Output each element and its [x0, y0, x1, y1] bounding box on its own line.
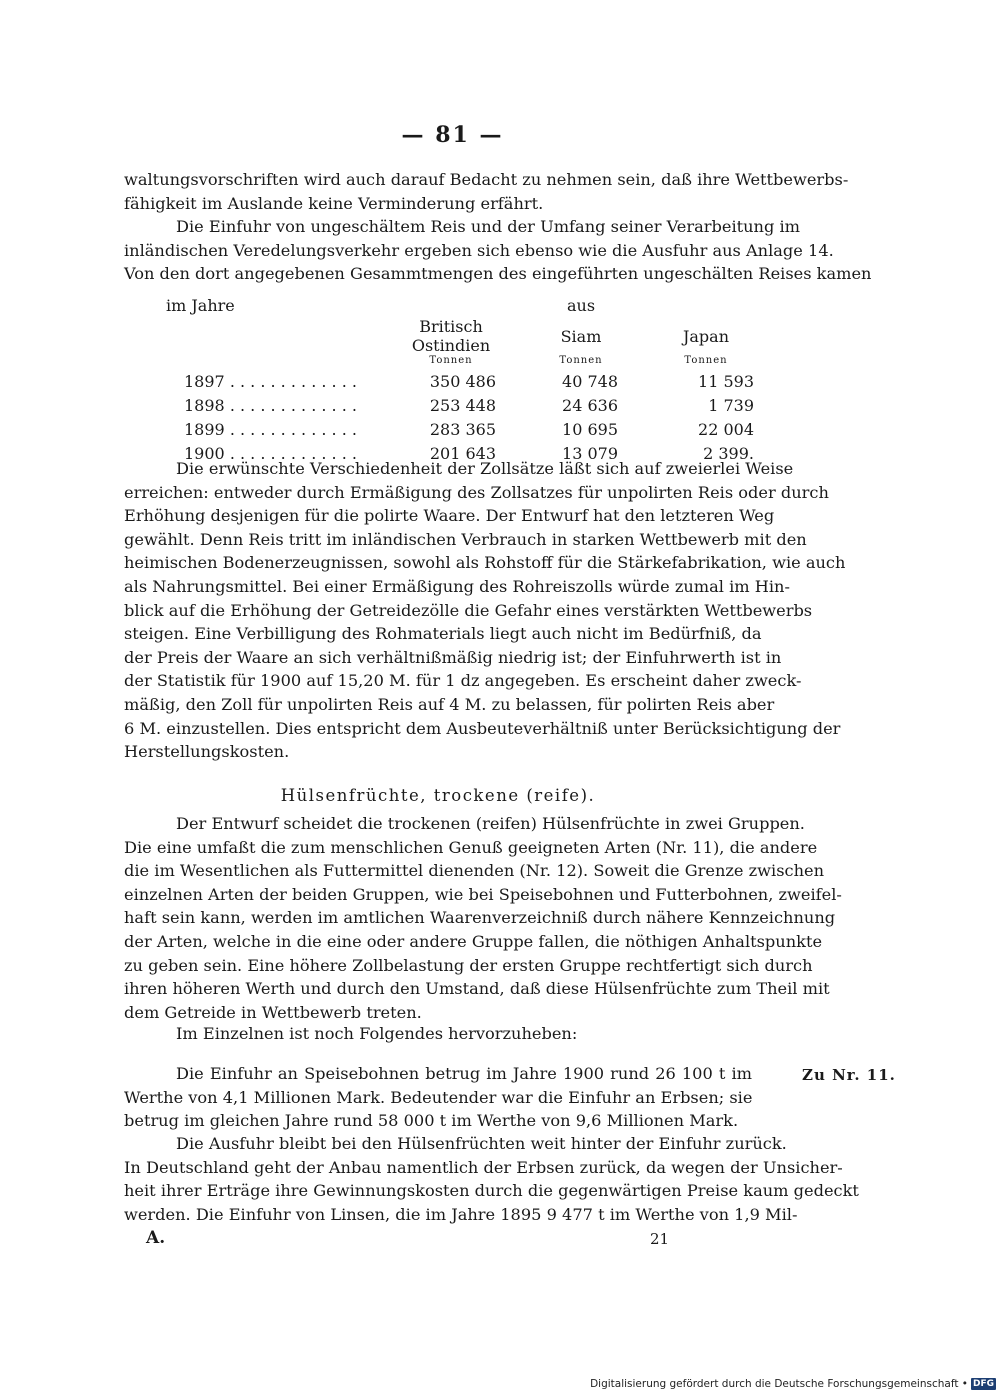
text-line: erreichen: entweder durch Ermäßigung des Zollsatzes für unpolirten Reis oder durch: [124, 482, 829, 502]
value-cell: 201 643: [429, 443, 496, 463]
value-cell: 253 448: [429, 395, 496, 415]
text-line: betrug im gleichen Jahre rund 58 000 t im Werthe von 9,6 Millionen Mark.: [124, 1111, 739, 1131]
text-line: der Preis der Waare an sich verhältnißmäßig niedrig ist; der Einfuhrwerth ist in: [124, 647, 782, 667]
text-line: der Statistik für 1900 auf 15,20 M. für 1 dz angegeben. Es erscheint daher zweck-: [124, 671, 802, 691]
row-label-header: im Jahre: [166, 295, 235, 315]
text-line: Die eine umfaßt die zum menschlichen Genuß geeigneten Arten (Nr. 11), die andere: [124, 837, 818, 857]
text-line: als Nahrungsmittel. Bei einer Ermäßigung des Rohreiszolls würde zumal im Hin-: [124, 576, 790, 596]
text-line: zu geben sein. Eine höhere Zollbelastung der ersten Gruppe rechtfertigt sich durch: [124, 955, 813, 975]
text-line: inländischen Veredelungsverkehr ergeben sich ebenso wie die Ausfuhr aus Anlage 14.: [124, 240, 834, 260]
text-line: einzelnen Arten der beiden Gruppen, wie bei Speisebohnen und Futterbohnen, zweifel-: [124, 884, 842, 904]
legume-paragraph: [124, 812, 842, 1024]
details-paragraph: [124, 1022, 752, 1046]
text-line: Von den dort angegebenen Gesammtmengen des eingeführten ungeschälten Reises kamen: [124, 264, 872, 284]
leader-dots: . . . . . . . . . . . . .: [229, 419, 357, 439]
text-line: Werthe von 4,1 Millionen Mark. Bedeutender war die Einfuhr an Erbsen; sie: [124, 1087, 753, 1107]
signature-number: 21: [650, 1230, 670, 1248]
year-cell: 1897: [184, 371, 225, 391]
value-cell: 1 739: [708, 395, 754, 415]
text-line: gewählt. Denn Reis tritt im inländischen Verbrauch in starken Wettbewerb mit den: [124, 529, 807, 549]
year-cell: 1898: [184, 395, 225, 415]
text-line: dem Getreide in Wettbewerb treten.: [124, 1002, 422, 1022]
text-line: die im Wesentlichen als Futtermittel dienenden (Nr. 12). Soweit die Grenze zwischen: [124, 861, 825, 881]
text-line: werden. Die Einfuhr von Linsen, die im Jahre 1895 9 477 t im Werthe von 1,9 Mil-: [124, 1204, 798, 1224]
beans-paragraph: [124, 1062, 752, 1133]
intro-paragraph: [124, 168, 849, 215]
value-cell: 22 004: [698, 419, 754, 439]
leader-dots: . . . . . . . . . . . . .: [229, 443, 357, 463]
rice-intro-paragraph: [124, 215, 872, 286]
text-line: blick auf die Erhöhung der Getreidezölle die Gefahr eines verstärkten Wettbewerbs: [124, 600, 813, 620]
value-cell: 11 593: [698, 371, 754, 391]
group-label-header: aus: [566, 295, 596, 315]
value-cell: 40 748: [562, 371, 618, 391]
text-line: Die Einfuhr von ungeschältem Reis und der Umfang seiner Verarbeitung im: [176, 217, 801, 236]
dfg-logo: DFG: [972, 1379, 994, 1389]
footer-letter: A.: [146, 1228, 166, 1248]
table-column-row: [166, 317, 766, 355]
margin-note: Zu Nr. 11.: [802, 1066, 896, 1084]
year-cell: 1900: [184, 443, 225, 463]
table-row: [166, 369, 766, 393]
table-row: [166, 417, 766, 441]
value-cell: 13 079: [562, 443, 618, 463]
value-cell: 24 636: [562, 395, 618, 415]
table-row: [166, 393, 766, 417]
rice-import-table: [166, 293, 766, 465]
text-line: Die Einfuhr an Speisebohnen betrug im Jahre 1900 rund 26 100 t im: [176, 1064, 752, 1083]
text-line: Im Einzelnen ist noch Folgendes hervorzuheben:: [176, 1024, 578, 1043]
value-cell: 10 695: [562, 419, 618, 439]
text-line: haft sein kann, werden im amtlichen Waarenverzeichniß durch nähere Kennzeichnung: [124, 908, 836, 928]
text-line: heit ihrer Erträge ihre Gewinnungskosten durch die gegenwärtigen Preise kaum gedeckt: [124, 1181, 859, 1201]
leader-dots: . . . . . . . . . . . . .: [229, 371, 357, 391]
text-line: heimischen Bodenerzeugnissen, sowohl als Rohstoff für die Stärkefabrikation, wie auch: [124, 553, 846, 573]
text-line: Die Ausfuhr bleibt bei den Hülsenfrüchten weit hinter der Einfuhr zurück.: [176, 1134, 787, 1153]
text-line: der Arten, welche in die eine oder andere Gruppe fallen, die nöthigen Anhaltspunkte: [124, 931, 823, 951]
text-line: Erhöhung desjenigen für die polirte Waare. Der Entwurf hat den letzteren Weg: [124, 506, 775, 526]
export-paragraph: [124, 1132, 859, 1226]
dfg-credit-text: Digitalisierung gefördert durch die Deutsche Forschungsgemeinschaft •: [590, 1378, 968, 1390]
text-line: Herstellungskosten.: [124, 742, 290, 762]
section-heading: Hülsenfrüchte, trockene (reife).: [280, 786, 596, 805]
table-header-row: [166, 293, 766, 317]
column-header: Japan: [682, 326, 730, 346]
text-line: steigen. Eine Verbilligung des Rohmaterials liegt auch nicht im Bedürfniß, da: [124, 624, 762, 644]
leader-dots: . . . . . . . . . . . . .: [229, 395, 357, 415]
text-line: In Deutschland geht der Anbau namentlich der Erbsen zurück, da wegen der Unsicher-: [124, 1157, 843, 1177]
column-header: Siam: [560, 326, 602, 346]
column-header: Britisch Ostindien: [411, 317, 491, 355]
tariff-paragraph: [124, 457, 846, 764]
text-line: Der Entwurf scheidet die trockenen (reifen) Hülsenfrüchte in zwei Gruppen.: [176, 814, 805, 833]
dfg-credit: [590, 1378, 996, 1390]
value-cell: 350 486: [429, 371, 496, 391]
text-line: 6 M. einzustellen. Dies entspricht dem Ausbeuteverhältniß unter Berücksichtigung der: [124, 718, 841, 738]
value-cell: 2 399.: [703, 443, 754, 463]
year-cell: 1899: [184, 419, 225, 439]
unit-label: Tonnen: [429, 355, 473, 366]
page-number: — 81 —: [401, 122, 504, 148]
text-line: waltungsvorschriften wird auch darauf Bedacht zu nehmen sein, daß ihre Wettbewerbs-: [124, 170, 849, 189]
unit-label: Tonnen: [559, 355, 603, 366]
unit-label: Tonnen: [684, 355, 728, 366]
text-line: Die erwünschte Verschiedenheit der Zollsätze läßt sich auf zweierlei Weise: [176, 459, 794, 478]
table-unit-row: [166, 355, 766, 369]
value-cell: 283 365: [429, 419, 496, 439]
text-line: ihren höheren Werth und durch den Umstand, daß diese Hülsenfrüchte zum Theil mit: [124, 979, 830, 999]
text-line: fähigkeit im Auslande keine Verminderung erfährt.: [124, 193, 544, 213]
text-line: mäßig, den Zoll für unpolirten Reis auf 4 M. zu belassen, für polirten Reis aber: [124, 694, 775, 714]
